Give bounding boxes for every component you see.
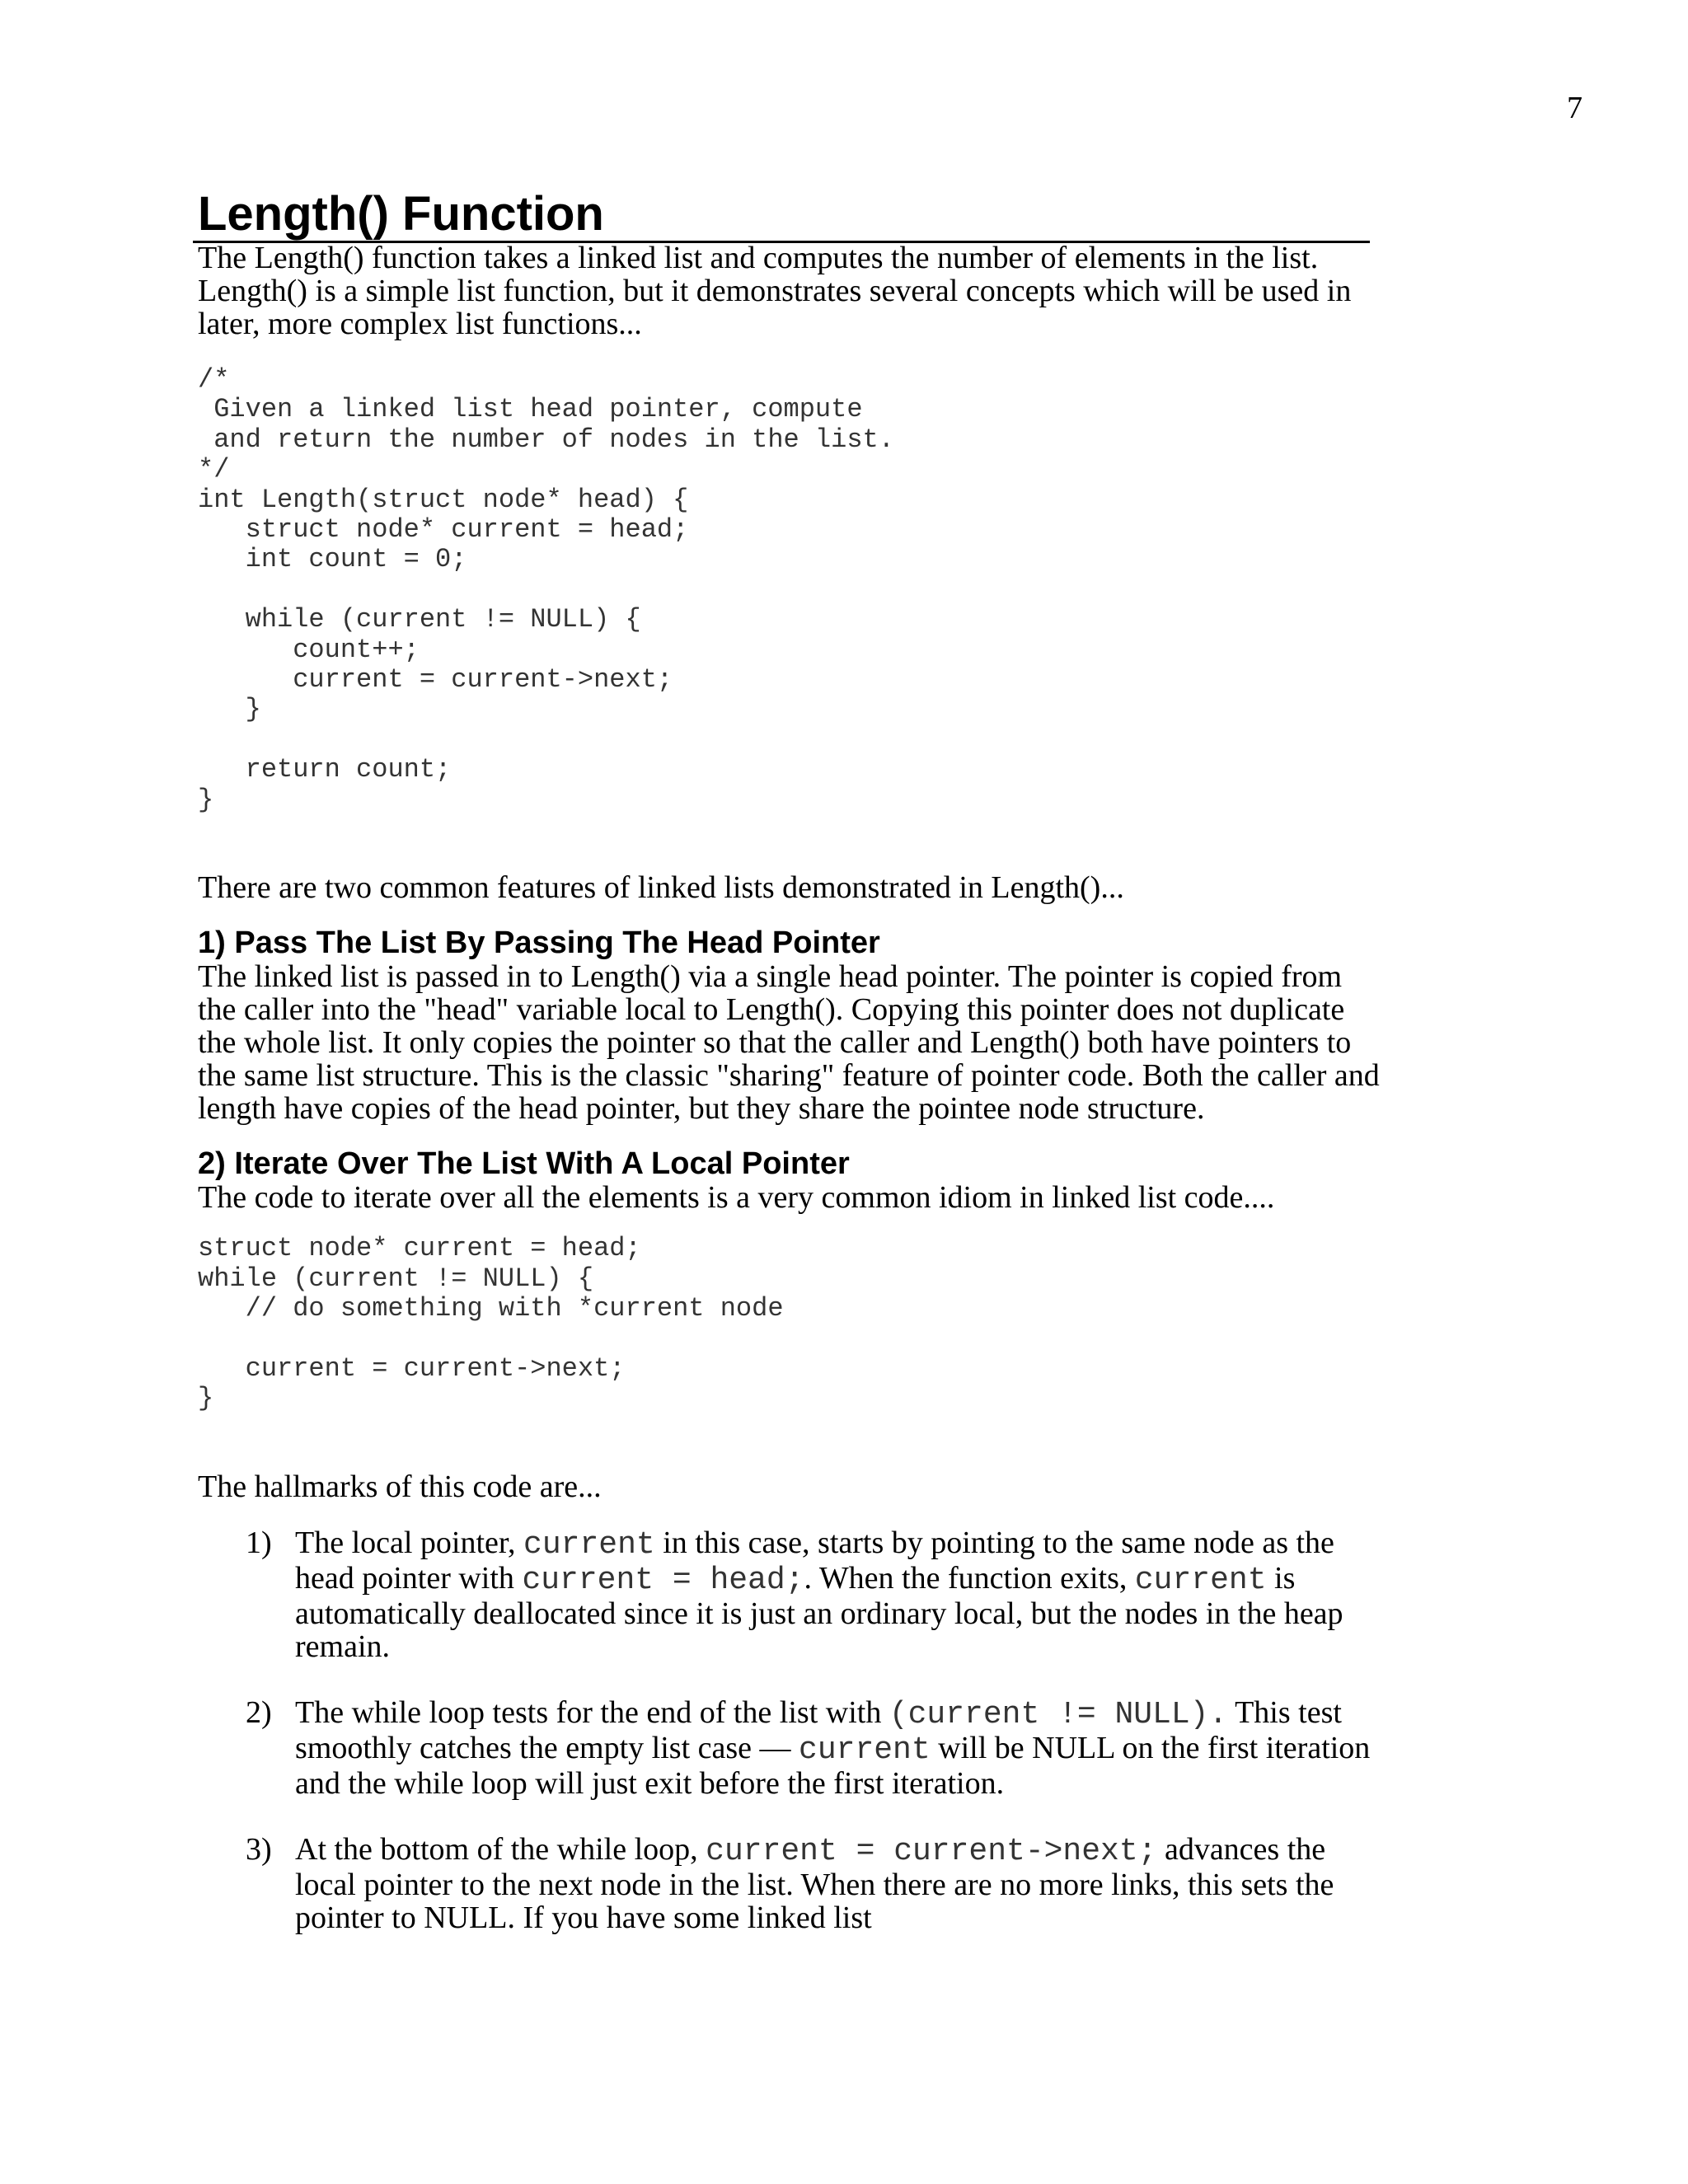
inline-code: current = current->next; <box>706 1833 1157 1869</box>
list-number: 2) <box>246 1694 272 1730</box>
intro-paragraph: The Length() function takes a linked list and computes the number of elements in the list. Length() is a simple list function, but it demonstrates several concepts which will be used in later, more complex list functions... <box>198 241 1352 341</box>
inline-code: current <box>799 1732 931 1768</box>
page-number: 7 <box>1567 91 1582 125</box>
list-number: 1) <box>246 1525 272 1560</box>
list-text: At the bottom of the while loop, <box>295 1831 706 1867</box>
list-text: will be NULL on the first iteration and the while loop will just exit before the first iteration. <box>295 1730 1371 1801</box>
page-content <box>198 188 1385 1934</box>
list-item <box>198 1833 1385 1934</box>
list-item <box>198 1526 1385 1663</box>
page-title: Length() Function <box>198 187 604 241</box>
inline-code: current <box>523 1526 655 1563</box>
list-text: in this case, starts by pointing to the same node as the head pointer with <box>295 1525 1334 1596</box>
list-text: advances the local pointer to the next node in the list. When there are no more links, this sets the pointer to NULL. If you have some linked list <box>295 1831 1334 1935</box>
length-code-block: /* Given a linked list head pointer, compute and return the number of nodes in the list. */ int Length(struct node* head) { struct node* current = head; int count = 0; while (current != NULL) { count++; current = current->next; } return count; } <box>198 364 894 815</box>
list-text: . When the function exits, <box>804 1560 1135 1596</box>
section2-heading: 2) Iterate Over The List With A Local Pointer <box>198 1146 850 1182</box>
list-item <box>198 1696 1385 1800</box>
list-text: The while loop tests for the end of the list with <box>295 1694 889 1730</box>
section1-heading: 1) Pass The List By Passing The Head Pointer <box>198 926 880 961</box>
section2-body: The code to iterate over all the elements is a very common idiom in linked list code.... <box>198 1180 1275 1216</box>
hallmarks-intro: The hallmarks of this code are... <box>198 1469 602 1504</box>
list-number: 3) <box>246 1831 272 1867</box>
list-text: is automatically deallocated since it is just an ordinary local, but the nodes in the heap remain. <box>295 1560 1343 1664</box>
features-intro: There are two common features of linked lists demonstrated in Length()... <box>198 870 1124 906</box>
inline-code: (current != NULL). <box>889 1696 1228 1732</box>
section1-body: The linked list is passed in to Length() via a single head pointer. The pointer is copied from the caller into the "head" variable local to Length(). Copying this pointer does not duplicate the whole list. It only copies the pointer so that the caller and Length() both have pointers to the same list structure. This is the classic "sharing" feature of pointer code. Both the caller and length have copies of the head pointer, but they share the pointee node structure. <box>198 959 1380 1127</box>
iterate-code-block: struct node* current = head; while (current != NULL) { // do something with *current node current = current->next; } <box>198 1233 784 1414</box>
list-text: This test smoothly catches the empty list case — <box>295 1694 1342 1765</box>
hallmarks-list <box>198 1526 1385 1934</box>
inline-code: current = head; <box>522 1562 804 1598</box>
list-text: The local pointer, <box>295 1525 524 1560</box>
inline-code: current <box>1134 1562 1267 1598</box>
